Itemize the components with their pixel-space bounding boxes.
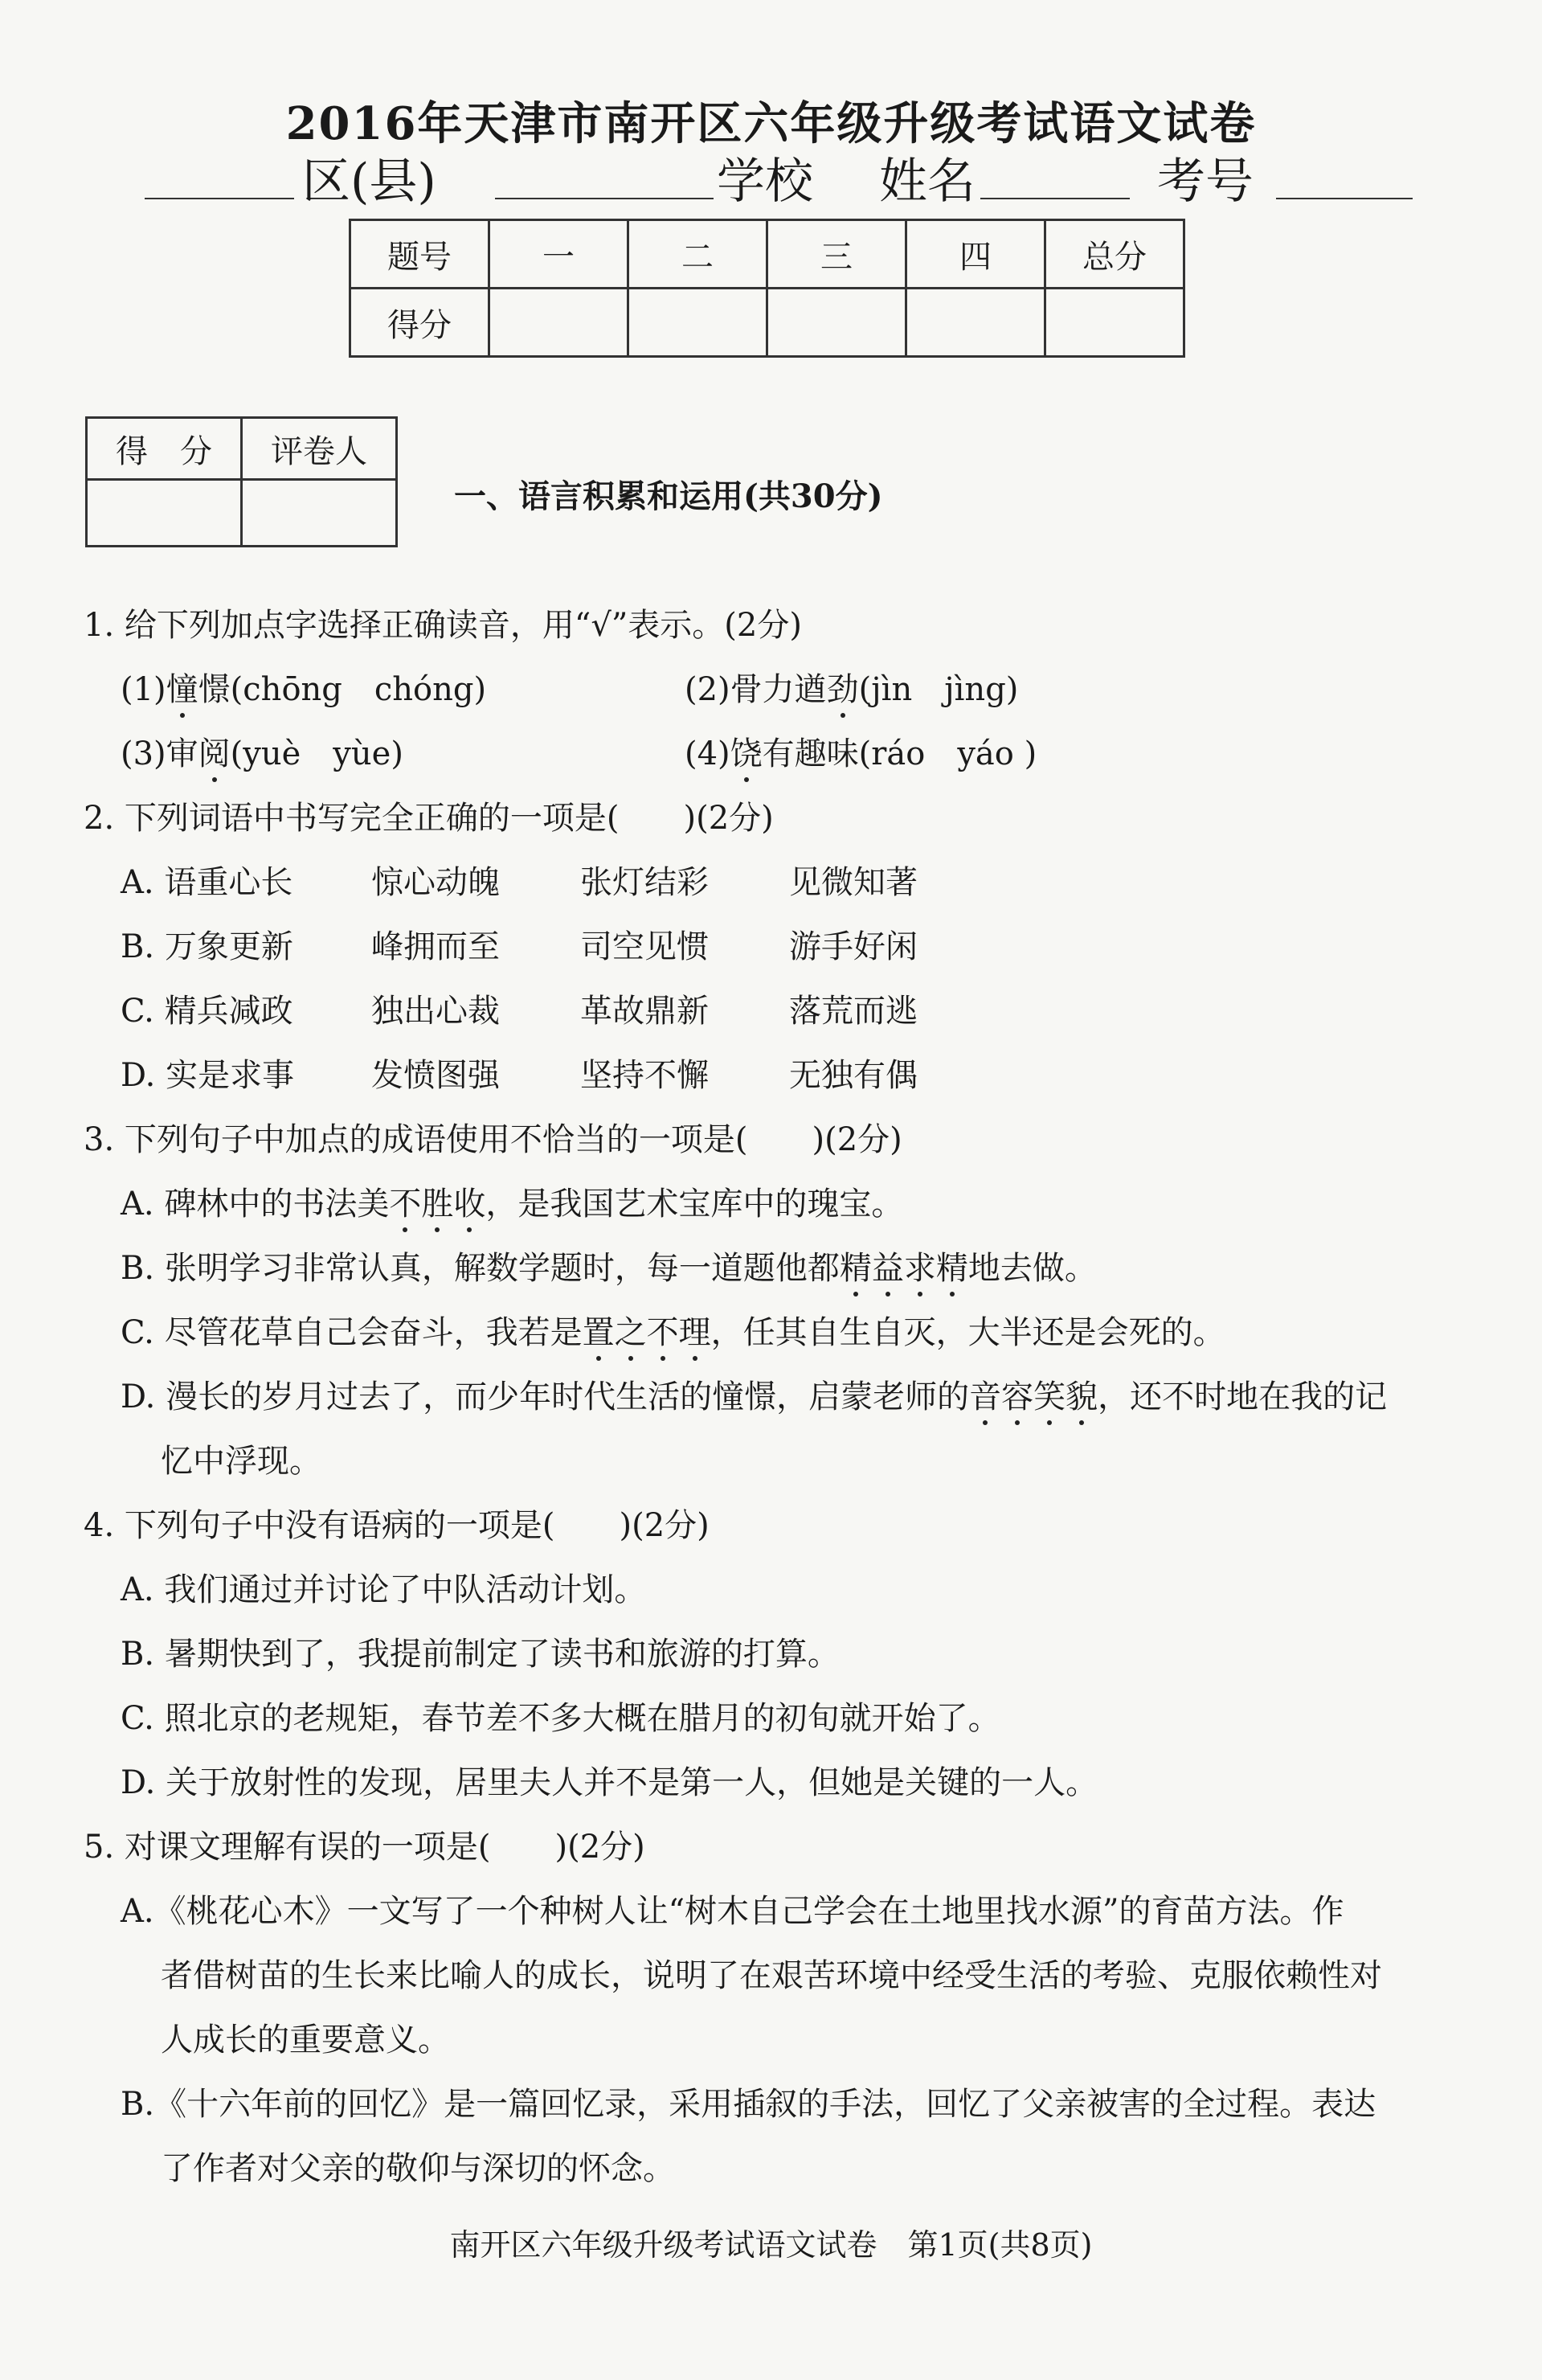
option-text: A. 碑林中的书法美 [121, 1186, 390, 1223]
question-1-option-3 [121, 728, 403, 774]
pinyin-choices: (jìn jìng) [858, 671, 1019, 708]
option-a-word-1: A. 语重心长 [121, 864, 293, 901]
question-4-option-b: B. 暑期快到了，我提前制定了读书和旅游的打算。 [121, 1636, 840, 1673]
pinyin-choices: (yuè yùe) [230, 735, 403, 772]
option-text: ，还不时地在我的记 [1098, 1378, 1388, 1415]
student-info-line [145, 143, 1414, 210]
dotted-char: 阅 [198, 728, 231, 774]
option-a-word-4: 见微知著 [789, 864, 918, 901]
idiom-text [583, 1314, 711, 1351]
score-header-cell: 四 [906, 220, 1045, 289]
option-c-word-2: 独出心裁 [371, 993, 500, 1030]
question-3-option-b [121, 1243, 1097, 1288]
dotted-char: 音 [969, 1371, 1001, 1417]
dotted-idiom [583, 1314, 711, 1351]
option-text: (3)审 [121, 735, 198, 772]
score-table [349, 219, 1185, 358]
question-5-option-a-line-3: 人成长的重要意义。 [161, 2022, 450, 2058]
dotted-char: 胜 [421, 1178, 453, 1224]
district-label: 区(县) [302, 154, 436, 210]
page-footer: 南开区六年级升级考试语文试卷 第1页(共8页) [449, 2227, 1093, 2263]
score-header-cell: 题号 [350, 220, 489, 289]
score-header-cell: 二 [628, 220, 767, 289]
dotted-char: 劲 [827, 664, 859, 710]
option-text: 地去做。 [967, 1250, 1097, 1287]
dotted-char: 益 [872, 1243, 904, 1288]
school-blank[interactable] [495, 198, 714, 199]
idiom-text [969, 1378, 1098, 1415]
dotted-char: 笑 [1033, 1371, 1065, 1417]
option-b-word-3: 司空见惯 [580, 928, 709, 965]
dotted-char: 貌 [1065, 1371, 1098, 1417]
score-header-cell: 三 [767, 220, 906, 289]
option-text: D. 漫长的岁月过去了，而少年时代生活的憧憬，启蒙老师的 [121, 1378, 970, 1415]
grader-name-cell[interactable] [242, 480, 397, 547]
question-5-stem: 5. 对课文理解有误的一项是( )(2分) [84, 1829, 645, 1866]
question-4-stem: 4. 下列句子中没有语病的一项是( )(2分) [84, 1507, 710, 1544]
pinyin-choices: (chōng chóng) [230, 671, 487, 708]
question-5-option-b-line-1: B.《十六年前的回忆》是一篇回忆录，采用插叙的手法，回忆了父亲被害的全过程。表达 [121, 2086, 1376, 2123]
grader-table [85, 416, 398, 547]
question-5-option-a-line-2: 者借树苗的生长来比喻人的成长，说明了在艰苦环境中经受生活的考验、克服依赖性对 [161, 1957, 1382, 1994]
dotted-char: 不 [647, 1307, 679, 1353]
grader-score-header: 得 分 [87, 418, 242, 480]
option-text: ，是我国艺术宝库中的瑰宝。 [485, 1186, 904, 1223]
score-cell[interactable] [628, 289, 767, 357]
question-4-option-d: D. 关于放射性的发现，居里夫人并不是第一人，但她是关键的一人。 [121, 1764, 1098, 1801]
grader-score-cell[interactable] [87, 480, 242, 547]
question-3-stem: 3. 下列句子中加点的成语使用不恰当的一项是( )(2分) [84, 1121, 902, 1158]
dotted-char: 求 [904, 1243, 936, 1288]
dotted-idiom [840, 1250, 968, 1287]
question-3-option-c [121, 1307, 1225, 1353]
name-label: 姓名 [879, 154, 976, 210]
name-blank[interactable] [980, 198, 1130, 199]
pinyin-choices: 有趣味(ráo yáo ) [762, 735, 1037, 772]
question-5-option-a-line-1: A.《桃花心木》一文写了一个种树人让“树木自己学会在土地里找水源”的育苗方法。作 [121, 1893, 1344, 1930]
score-header-cell: 总分 [1045, 220, 1184, 289]
school-label: 学校 [717, 154, 813, 210]
option-a-word-3: 张灯结彩 [580, 864, 709, 901]
dotted-char: 容 [1001, 1371, 1033, 1417]
idiom-text [389, 1186, 485, 1223]
option-c-word-4: 落荒而逃 [789, 993, 918, 1030]
dotted-idiom [389, 1186, 485, 1223]
dotted-char: 不 [389, 1178, 421, 1224]
question-1-option-1 [121, 664, 486, 710]
district-blank[interactable] [145, 198, 294, 199]
option-c-word-3: 革故鼎新 [580, 993, 709, 1030]
question-3-option-a [121, 1178, 903, 1224]
option-text: ，任其自生自灭，大半还是会死的。 [710, 1314, 1225, 1351]
option-d-word-2: 发愤图强 [371, 1057, 500, 1094]
option-c-word-1: C. 精兵减政 [121, 993, 293, 1030]
exam-no-label: 考号 [1157, 154, 1254, 210]
question-4-option-a: A. 我们通过并讨论了中队活动计划。 [121, 1571, 647, 1608]
option-d-word-4: 无独有偶 [789, 1057, 918, 1094]
score-cell[interactable] [1045, 289, 1184, 357]
score-cell[interactable] [489, 289, 628, 357]
question-1-option-4 [685, 728, 1037, 774]
score-header-cell: 一 [489, 220, 628, 289]
dotted-idiom [969, 1378, 1098, 1415]
option-d-word-1: D. 实是求事 [121, 1057, 295, 1094]
option-b-word-1: B. 万象更新 [121, 928, 293, 965]
dotted-char: 之 [615, 1307, 647, 1353]
option-text: (2)骨力遒 [685, 671, 827, 708]
score-table-header-row [350, 220, 1184, 289]
question-1-stem: 1. 给下列加点字选择正确读音，用“√”表示。(2分) [84, 607, 802, 644]
option-text: C. 尽管花草自己会奋斗，我若是 [121, 1314, 583, 1351]
dotted-char: 收 [453, 1178, 485, 1224]
option-text: 憬 [198, 671, 231, 708]
question-3-option-d [121, 1371, 1387, 1417]
score-cell[interactable] [767, 289, 906, 357]
dotted-char: 饶 [730, 728, 763, 774]
section-1-heading: 一、语言积累和运用(共30分) [454, 477, 883, 515]
option-a-word-2: 惊心动魄 [371, 864, 500, 901]
dotted-char: 精 [840, 1243, 872, 1288]
score-row-label: 得分 [350, 289, 489, 357]
exam-title: 2016年天津市南开区六年级升级考试语文试卷 [285, 97, 1257, 150]
score-cell[interactable] [906, 289, 1045, 357]
option-b-word-2: 峰拥而至 [371, 928, 500, 965]
option-label: (1) [121, 671, 166, 708]
dotted-char: 憧 [166, 664, 198, 710]
option-b-word-4: 游手好闲 [789, 928, 918, 965]
question-4-option-c: C. 照北京的老规矩，春节差不多大概在腊月的初旬就开始了。 [121, 1700, 1000, 1737]
option-text: B. 张明学习非常认真，解数学题时，每一道题他都 [121, 1250, 840, 1287]
question-2-stem: 2. 下列词语中书写完全正确的一项是( )(2分) [84, 800, 774, 837]
idiom-text [840, 1250, 968, 1287]
question-3-option-d-continued: 忆中浮现。 [161, 1443, 321, 1480]
grader-name-header: 评卷人 [242, 418, 397, 480]
exam-no-blank[interactable] [1276, 198, 1413, 199]
option-label: (4) [685, 735, 730, 772]
option-d-word-3: 坚持不懈 [580, 1057, 709, 1094]
dotted-char: 置 [583, 1307, 615, 1353]
question-1-option-2 [685, 664, 1018, 710]
dotted-char: 理 [679, 1307, 711, 1353]
question-5-option-b-line-2: 了作者对父亲的敬仰与深切的怀念。 [161, 2150, 675, 2187]
dotted-char: 精 [936, 1243, 968, 1288]
score-table-score-row [350, 289, 1184, 357]
